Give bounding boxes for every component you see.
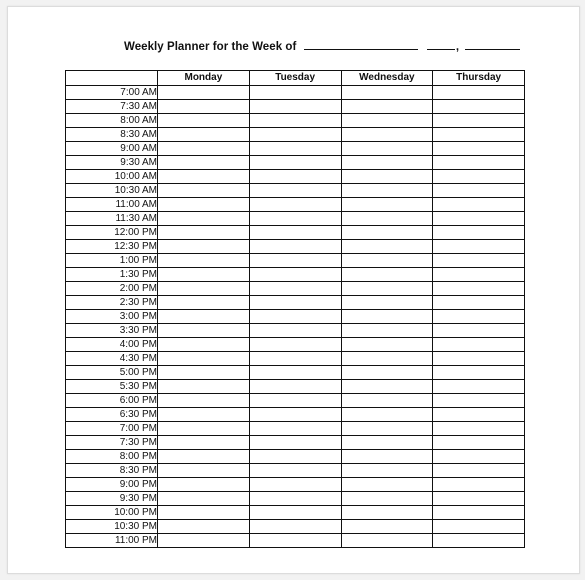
schedule-cell-monday[interactable]: [158, 380, 250, 394]
time-slot-label: 9:30 AM: [66, 156, 158, 170]
schedule-cell-thursday[interactable]: [433, 212, 525, 226]
time-slot-label: 10:30 PM: [66, 520, 158, 534]
schedule-cell-wednesday[interactable]: [341, 254, 433, 268]
schedule-cell-monday[interactable]: [158, 296, 250, 310]
schedule-cell-monday[interactable]: [158, 198, 250, 212]
time-slot-label: 1:00 PM: [66, 254, 158, 268]
schedule-cell-monday[interactable]: [158, 366, 250, 380]
schedule-cell-wednesday[interactable]: [341, 534, 433, 548]
schedule-cell-tuesday[interactable]: [249, 296, 341, 310]
time-slot-label: 8:30 AM: [66, 128, 158, 142]
schedule-cell-tuesday[interactable]: [249, 324, 341, 338]
time-slot-label: 3:30 PM: [66, 324, 158, 338]
schedule-cell-monday[interactable]: [158, 156, 250, 170]
table-row: [66, 464, 525, 478]
schedule-cell-thursday[interactable]: [433, 366, 525, 380]
schedule-cell-thursday[interactable]: [433, 184, 525, 198]
time-slot-label: 3:00 PM: [66, 310, 158, 324]
title-text: Weekly Planner for the Week of: [124, 41, 297, 53]
day-header-thursday: Thursday: [433, 71, 525, 86]
schedule-cell-tuesday[interactable]: [249, 478, 341, 492]
schedule-cell-thursday[interactable]: [433, 394, 525, 408]
schedule-cell-tuesday[interactable]: [249, 450, 341, 464]
schedule-cell-monday[interactable]: [158, 114, 250, 128]
schedule-cell-tuesday[interactable]: [249, 100, 341, 114]
table-row: [66, 254, 525, 268]
schedule-cell-monday[interactable]: [158, 324, 250, 338]
schedule-cell-wednesday[interactable]: [341, 506, 433, 520]
table-row: [66, 422, 525, 436]
schedule-cell-monday[interactable]: [158, 170, 250, 184]
time-slot-label: 9:00 PM: [66, 478, 158, 492]
schedule-cell-tuesday[interactable]: [249, 310, 341, 324]
table-row: [66, 184, 525, 198]
schedule-cell-wednesday[interactable]: [341, 478, 433, 492]
schedule-cell-tuesday[interactable]: [249, 184, 341, 198]
time-slot-label: 6:00 PM: [66, 394, 158, 408]
time-slot-label: 4:30 PM: [66, 352, 158, 366]
table-row: [66, 142, 525, 156]
corner-header: [66, 71, 158, 86]
title-comma: ,: [455, 41, 460, 53]
schedule-cell-thursday[interactable]: [433, 226, 525, 240]
schedule-cell-wednesday[interactable]: [341, 380, 433, 394]
table-row: [66, 86, 525, 100]
day-header-monday: Monday: [158, 71, 250, 86]
time-slot-label: 7:00 PM: [66, 422, 158, 436]
schedule-cell-monday[interactable]: [158, 240, 250, 254]
schedule-cell-monday[interactable]: [158, 422, 250, 436]
table-row: [66, 478, 525, 492]
table-row: [66, 100, 525, 114]
time-slot-label: 1:30 PM: [66, 268, 158, 282]
schedule-cell-tuesday[interactable]: [249, 464, 341, 478]
time-slot-label: 7:30 PM: [66, 436, 158, 450]
planner-body: [66, 86, 525, 548]
schedule-cell-tuesday[interactable]: [249, 394, 341, 408]
schedule-cell-tuesday[interactable]: [249, 114, 341, 128]
week-blank-line: [304, 39, 418, 50]
schedule-cell-tuesday[interactable]: [249, 142, 341, 156]
schedule-cell-tuesday[interactable]: [249, 156, 341, 170]
table-row: [66, 198, 525, 212]
table-row: [66, 240, 525, 254]
schedule-cell-wednesday[interactable]: [341, 310, 433, 324]
time-slot-label: 10:00 PM: [66, 506, 158, 520]
schedule-cell-thursday[interactable]: [433, 268, 525, 282]
schedule-cell-monday[interactable]: [158, 352, 250, 366]
schedule-cell-wednesday[interactable]: [341, 114, 433, 128]
table-row: [66, 492, 525, 506]
schedule-cell-thursday[interactable]: [433, 296, 525, 310]
schedule-cell-thursday[interactable]: [433, 310, 525, 324]
schedule-cell-monday[interactable]: [158, 394, 250, 408]
table-row: [66, 114, 525, 128]
time-slot-label: 12:30 PM: [66, 240, 158, 254]
table-row: [66, 170, 525, 184]
schedule-cell-wednesday[interactable]: [341, 492, 433, 506]
schedule-cell-thursday[interactable]: [433, 422, 525, 436]
time-slot-label: 11:30 AM: [66, 212, 158, 226]
schedule-cell-thursday[interactable]: [433, 156, 525, 170]
table-row: [66, 394, 525, 408]
table-row: [66, 380, 525, 394]
schedule-cell-thursday[interactable]: [433, 464, 525, 478]
schedule-cell-thursday[interactable]: [433, 324, 525, 338]
table-row: [66, 128, 525, 142]
schedule-cell-monday[interactable]: [158, 436, 250, 450]
schedule-cell-monday[interactable]: [158, 254, 250, 268]
schedule-cell-thursday[interactable]: [433, 86, 525, 100]
schedule-cell-wednesday[interactable]: [341, 100, 433, 114]
schedule-cell-monday[interactable]: [158, 534, 250, 548]
table-row: [66, 366, 525, 380]
time-slot-label: 10:00 AM: [66, 170, 158, 184]
time-slot-label: 4:00 PM: [66, 338, 158, 352]
schedule-cell-tuesday[interactable]: [249, 170, 341, 184]
table-row: [66, 296, 525, 310]
schedule-cell-tuesday[interactable]: [249, 380, 341, 394]
schedule-cell-thursday[interactable]: [433, 170, 525, 184]
day-header-wednesday: Wednesday: [341, 71, 433, 86]
time-slot-label: 9:30 PM: [66, 492, 158, 506]
schedule-cell-wednesday[interactable]: [341, 212, 433, 226]
time-slot-label: 11:00 AM: [66, 198, 158, 212]
schedule-cell-tuesday[interactable]: [249, 240, 341, 254]
table-row: [66, 226, 525, 240]
time-slot-label: 5:30 PM: [66, 380, 158, 394]
table-row: [66, 310, 525, 324]
schedule-cell-wednesday[interactable]: [341, 296, 433, 310]
schedule-cell-thursday[interactable]: [433, 506, 525, 520]
schedule-cell-thursday[interactable]: [433, 492, 525, 506]
header-row: [66, 71, 525, 86]
schedule-cell-thursday[interactable]: [433, 198, 525, 212]
time-slot-label: 2:30 PM: [66, 296, 158, 310]
schedule-cell-tuesday[interactable]: [249, 366, 341, 380]
table-row: [66, 282, 525, 296]
schedule-cell-wednesday[interactable]: [341, 408, 433, 422]
schedule-cell-tuesday[interactable]: [249, 268, 341, 282]
schedule-cell-monday[interactable]: [158, 142, 250, 156]
schedule-cell-wednesday[interactable]: [341, 464, 433, 478]
time-slot-label: 8:30 PM: [66, 464, 158, 478]
schedule-cell-monday[interactable]: [158, 212, 250, 226]
schedule-cell-monday[interactable]: [158, 450, 250, 464]
schedule-cell-thursday[interactable]: [433, 408, 525, 422]
schedule-cell-thursday[interactable]: [433, 450, 525, 464]
schedule-cell-monday[interactable]: [158, 128, 250, 142]
schedule-cell-thursday[interactable]: [433, 114, 525, 128]
schedule-cell-monday[interactable]: [158, 464, 250, 478]
schedule-cell-tuesday[interactable]: [249, 506, 341, 520]
schedule-cell-monday[interactable]: [158, 282, 250, 296]
schedule-cell-wednesday[interactable]: [341, 268, 433, 282]
time-slot-label: 8:00 PM: [66, 450, 158, 464]
schedule-cell-wednesday[interactable]: [341, 86, 433, 100]
schedule-cell-wednesday[interactable]: [341, 520, 433, 534]
time-slot-label: 5:00 PM: [66, 366, 158, 380]
schedule-cell-monday[interactable]: [158, 338, 250, 352]
time-slot-label: 7:00 AM: [66, 86, 158, 100]
schedule-cell-wednesday[interactable]: [341, 338, 433, 352]
time-slot-label: 12:00 PM: [66, 226, 158, 240]
table-row: [66, 338, 525, 352]
schedule-cell-wednesday[interactable]: [341, 366, 433, 380]
schedule-cell-wednesday[interactable]: [341, 128, 433, 142]
schedule-cell-monday[interactable]: [158, 520, 250, 534]
time-slot-label: 7:30 AM: [66, 100, 158, 114]
schedule-cell-monday[interactable]: [158, 268, 250, 282]
time-slot-label: 2:00 PM: [66, 282, 158, 296]
schedule-cell-tuesday[interactable]: [249, 212, 341, 226]
schedule-cell-monday[interactable]: [158, 86, 250, 100]
schedule-cell-monday[interactable]: [158, 310, 250, 324]
time-slot-label: 6:30 PM: [66, 408, 158, 422]
schedule-cell-wednesday[interactable]: [341, 324, 433, 338]
schedule-cell-thursday[interactable]: [433, 436, 525, 450]
schedule-cell-wednesday[interactable]: [341, 352, 433, 366]
schedule-cell-monday[interactable]: [158, 492, 250, 506]
schedule-cell-wednesday[interactable]: [341, 436, 433, 450]
table-row: [66, 352, 525, 366]
time-slot-label: 9:00 AM: [66, 142, 158, 156]
schedule-cell-monday[interactable]: [158, 226, 250, 240]
schedule-cell-monday[interactable]: [158, 184, 250, 198]
schedule-cell-wednesday[interactable]: [341, 184, 433, 198]
schedule-cell-tuesday[interactable]: [249, 436, 341, 450]
schedule-cell-wednesday[interactable]: [341, 198, 433, 212]
year-blank-line: [465, 39, 520, 50]
schedule-cell-tuesday[interactable]: [249, 254, 341, 268]
schedule-cell-monday[interactable]: [158, 478, 250, 492]
schedule-cell-wednesday[interactable]: [341, 170, 433, 184]
schedule-cell-thursday[interactable]: [433, 520, 525, 534]
schedule-cell-thursday[interactable]: [433, 380, 525, 394]
schedule-cell-wednesday[interactable]: [341, 450, 433, 464]
schedule-cell-thursday[interactable]: [433, 142, 525, 156]
schedule-cell-thursday[interactable]: [433, 128, 525, 142]
schedule-cell-tuesday[interactable]: [249, 352, 341, 366]
schedule-cell-tuesday[interactable]: [249, 520, 341, 534]
schedule-cell-monday[interactable]: [158, 506, 250, 520]
table-row: [66, 436, 525, 450]
schedule-cell-wednesday[interactable]: [341, 226, 433, 240]
schedule-cell-tuesday[interactable]: [249, 408, 341, 422]
table-row: [66, 324, 525, 338]
time-slot-label: 10:30 AM: [66, 184, 158, 198]
schedule-cell-tuesday[interactable]: [249, 128, 341, 142]
schedule-cell-wednesday[interactable]: [341, 240, 433, 254]
table-row: [66, 506, 525, 520]
day-header-tuesday: Tuesday: [249, 71, 341, 86]
schedule-cell-tuesday[interactable]: [249, 534, 341, 548]
table-row: [66, 450, 525, 464]
table-row: [66, 212, 525, 226]
schedule-cell-tuesday[interactable]: [249, 492, 341, 506]
table-row: [66, 534, 525, 548]
schedule-cell-tuesday[interactable]: [249, 226, 341, 240]
schedule-cell-thursday[interactable]: [433, 478, 525, 492]
schedule-cell-thursday[interactable]: [433, 282, 525, 296]
table-row: [66, 156, 525, 170]
schedule-cell-monday[interactable]: [158, 408, 250, 422]
weekly-planner-table: [65, 70, 525, 548]
schedule-cell-thursday[interactable]: [433, 352, 525, 366]
schedule-cell-wednesday[interactable]: [341, 394, 433, 408]
time-slot-label: 8:00 AM: [66, 114, 158, 128]
schedule-cell-monday[interactable]: [158, 100, 250, 114]
month-blank-line: [427, 39, 455, 50]
time-slot-label: 11:00 PM: [66, 534, 158, 548]
schedule-cell-wednesday[interactable]: [341, 142, 433, 156]
planner-title: [124, 39, 520, 53]
schedule-cell-thursday[interactable]: [433, 240, 525, 254]
schedule-cell-tuesday[interactable]: [249, 422, 341, 436]
schedule-cell-wednesday[interactable]: [341, 282, 433, 296]
schedule-cell-tuesday[interactable]: [249, 86, 341, 100]
schedule-cell-wednesday[interactable]: [341, 156, 433, 170]
schedule-cell-thursday[interactable]: [433, 534, 525, 548]
schedule-cell-tuesday[interactable]: [249, 338, 341, 352]
schedule-cell-tuesday[interactable]: [249, 198, 341, 212]
schedule-cell-thursday[interactable]: [433, 254, 525, 268]
schedule-cell-thursday[interactable]: [433, 100, 525, 114]
schedule-cell-tuesday[interactable]: [249, 282, 341, 296]
schedule-cell-thursday[interactable]: [433, 338, 525, 352]
table-row: [66, 268, 525, 282]
table-row: [66, 408, 525, 422]
schedule-cell-wednesday[interactable]: [341, 422, 433, 436]
table-row: [66, 520, 525, 534]
